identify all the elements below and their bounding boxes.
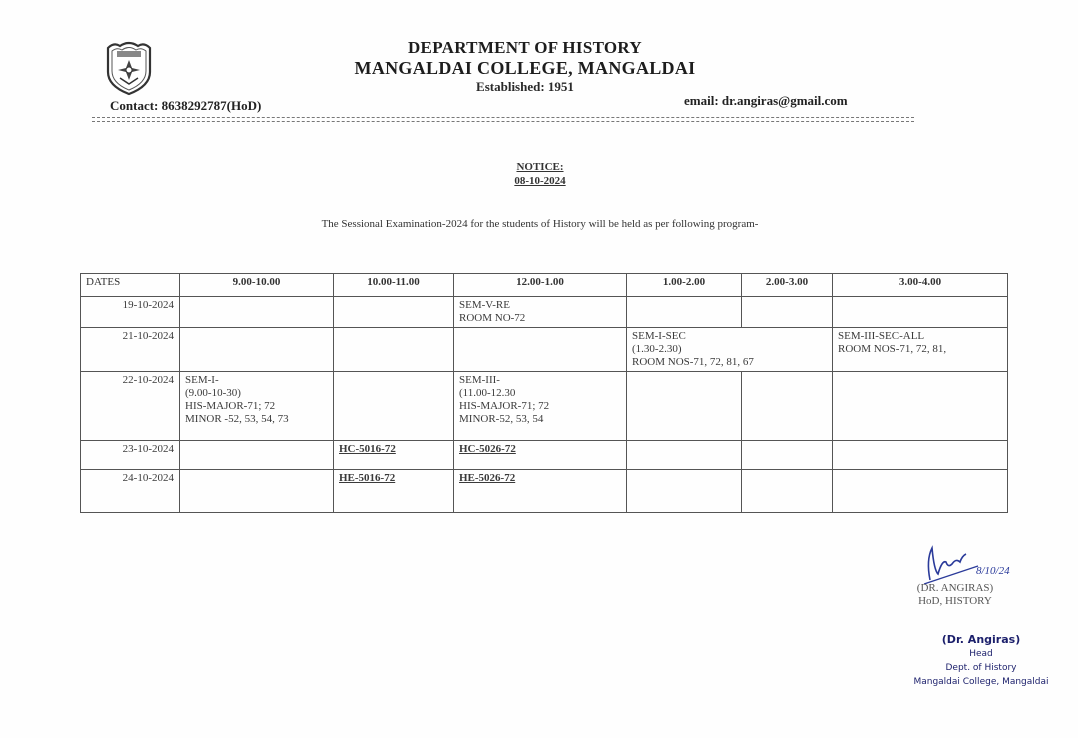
header-divider-2 [92, 121, 914, 122]
stamp-college: Mangaldai College, Mangaldai [913, 677, 1049, 687]
schedule-cell [180, 328, 334, 372]
schedule-cell [334, 328, 454, 372]
schedule-cell [833, 328, 1008, 372]
schedule-cell [454, 470, 627, 513]
table-row [81, 328, 1008, 372]
exam-line: HIS-MAJOR-71; 72 [459, 400, 550, 412]
schedule-cell [742, 297, 833, 328]
schedule-cell [742, 441, 833, 470]
notice-intro: The Sessional Examination-2024 for the students of History will be held as per following program- [321, 218, 759, 230]
exam-line: SEM-I- [185, 374, 219, 386]
signatory-block [900, 582, 1010, 608]
schedule-cell [334, 297, 454, 328]
paper-code: HE-5026-72 [459, 472, 516, 484]
schedule-cell-merged [627, 328, 833, 372]
date-cell: 22-10-2024 [81, 372, 180, 441]
exam-line: (9.00-10-30) [185, 387, 241, 399]
notice-title: NOTICE: [516, 161, 564, 173]
exam-line: SEM-I-SEC [632, 330, 686, 342]
schedule-cell [627, 297, 742, 328]
column-header: 1.00-2.00 [627, 274, 742, 297]
schedule-cell [180, 441, 334, 470]
exam-line: SEM-V-RE [459, 299, 510, 311]
established-year: Established: 1951 [476, 79, 574, 94]
schedule-cell [627, 441, 742, 470]
signature-icon [916, 540, 1036, 585]
schedule-cell [334, 441, 454, 470]
table-row [81, 297, 1008, 328]
column-header: 9.00-10.00 [180, 274, 334, 297]
stamp-department: Dept. of History [945, 663, 1017, 673]
exam-line: ROOM NO-72 [459, 312, 526, 324]
schedule-cell [833, 470, 1008, 513]
column-header: 3.00-4.00 [833, 274, 1008, 297]
department-name: DEPARTMENT OF HISTORY [407, 38, 642, 57]
notice-heading [490, 160, 590, 188]
stamp-role: Head [969, 649, 993, 659]
schedule-cell [180, 297, 334, 328]
schedule-cell [627, 470, 742, 513]
email-address: email: dr.angiras@gmail.com [684, 93, 848, 108]
schedule-cell [334, 470, 454, 513]
schedule-cell [180, 470, 334, 513]
date-cell: 24-10-2024 [81, 470, 180, 513]
column-header: 12.00-1.00 [454, 274, 627, 297]
schedule-cell [833, 297, 1008, 328]
notice-date: 08-10-2024 [514, 175, 566, 187]
exam-line: MINOR-52, 53, 54 [459, 413, 544, 425]
exam-schedule-table [80, 273, 1008, 513]
column-header: 2.00-3.00 [742, 274, 833, 297]
paper-code: HC-5026-72 [459, 443, 516, 455]
signatory-title: HoD, HISTORY [918, 595, 992, 607]
schedule-cell [742, 372, 833, 441]
official-stamp [896, 633, 1066, 689]
paper-code: HC-5016-72 [339, 443, 396, 455]
exam-line: (1.30-2.30) [632, 343, 682, 355]
header-divider [92, 117, 914, 118]
signatory-name: (DR. ANGIRAS) [916, 582, 994, 594]
date-cell: 21-10-2024 [81, 328, 180, 372]
table-row [81, 441, 1008, 470]
date-cell: 23-10-2024 [81, 441, 180, 470]
exam-line: HIS-MAJOR-71; 72 [185, 400, 276, 412]
signature-date: 8/10/24 [976, 565, 1010, 577]
schedule-cell [454, 297, 627, 328]
schedule-cell [833, 441, 1008, 470]
exam-line: SEM-III-SEC-ALL [838, 330, 925, 342]
column-header: DATES [81, 274, 180, 297]
schedule-cell [180, 372, 334, 441]
schedule-cell [334, 372, 454, 441]
schedule-cell [454, 372, 627, 441]
college-name: MANGALDAI COLLEGE, MANGALDAI [354, 58, 696, 78]
exam-line: ROOM NOS-71, 72, 81, [838, 343, 947, 355]
exam-line: MINOR -52, 53, 54, 73 [185, 413, 289, 425]
schedule-cell [833, 372, 1008, 441]
column-header: 10.00-11.00 [334, 274, 454, 297]
date-cell: 19-10-2024 [81, 297, 180, 328]
paper-code: HE-5016-72 [339, 472, 396, 484]
table-header-row [81, 274, 1008, 297]
schedule-cell [742, 470, 833, 513]
college-crest-icon [100, 38, 158, 96]
schedule-cell [627, 372, 742, 441]
contact-number: Contact: 8638292787(HoD) [110, 98, 262, 113]
exam-line: SEM-III- [459, 374, 500, 386]
schedule-cell [454, 441, 627, 470]
table-row [81, 470, 1008, 513]
stamp-name: (Dr. Angiras) [941, 633, 1021, 646]
table-row [81, 372, 1008, 441]
schedule-cell [454, 328, 627, 372]
exam-line: (11.00-12.30 [459, 387, 516, 399]
exam-line: ROOM NOS-71, 72, 81, 67 [632, 356, 754, 368]
